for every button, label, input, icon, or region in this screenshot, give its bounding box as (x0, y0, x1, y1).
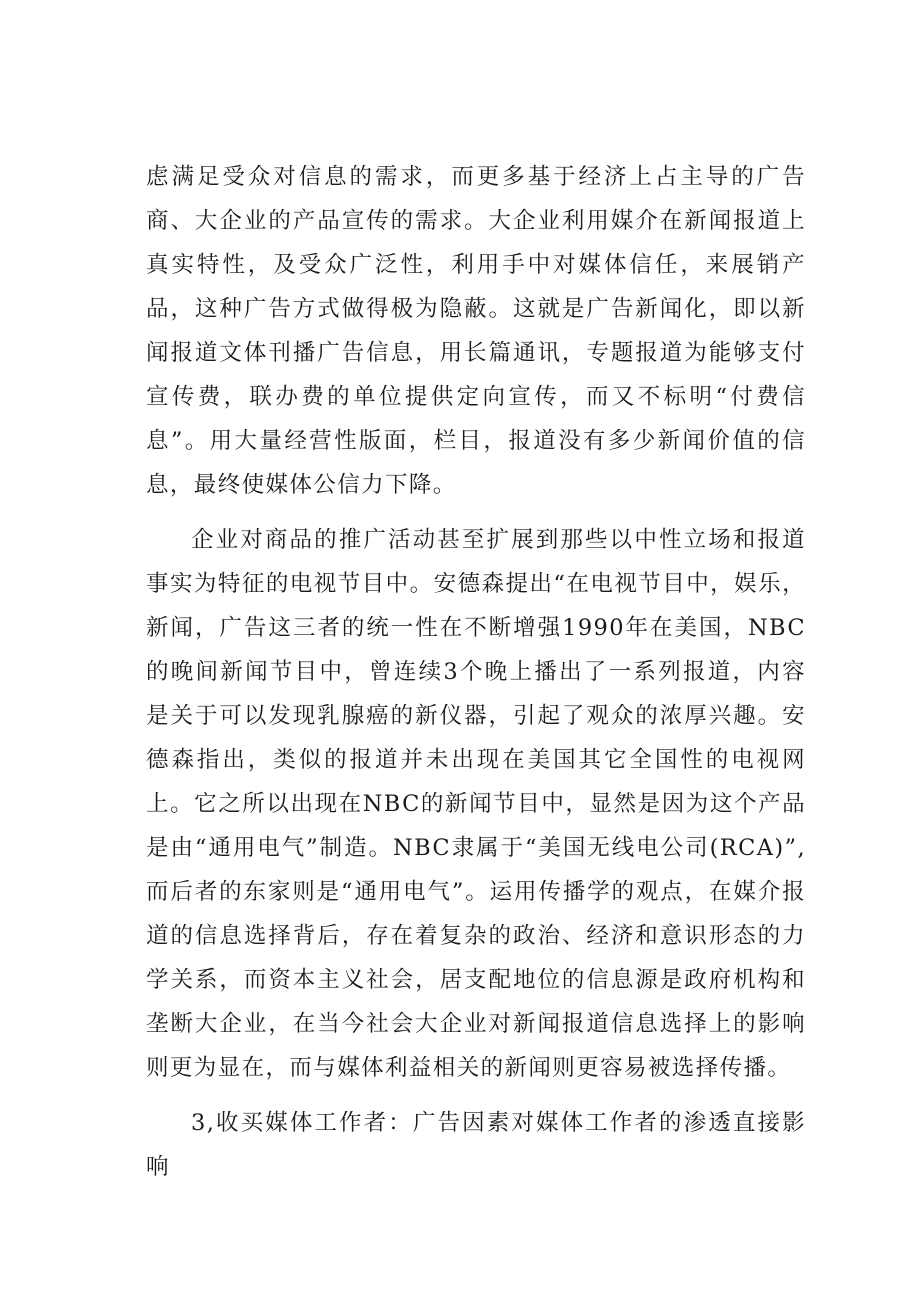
document-body (146, 155, 806, 1189)
paragraph-tv-news: 企业对商品的推广活动甚至扩展到那些以中性立场和报道事实为特征的电视节目中。安德森提出“在电视节目中，娱乐，新闻，广告这三者的统一性在不断增强1990年在美国，NBC的晚间新闻节目中，曾连续3个晚上播出了一系列报道，内容是关于可以发现乳腺癌的新仪器，引起了观众的浓厚兴趣。安德森指出，类似的报道并未出现在美国其它全国性的电视网上。它之所以出现在NBC的新闻节目中，显然是因为这个产品是由“通用电气”制造。NBC隶属于“美国无线电公司(RCA)”,而后者的东家则是“通用电气”。运用传播学的观点，在媒介报道的信息选择背后，存在着复杂的政治、经济和意识形态的力学关系，而资本主义社会，居支配地位的信息源是政府机构和垄断大企业，在当今社会大企业对新闻报道信息选择上的影响则更为显在，而与媒体利益相关的新闻则更容易被选择传播。 (146, 527, 806, 1081)
paragraph-continuation: 虑满足受众对信息的需求，而更多基于经济上占主导的广告商、大企业的产品宣传的需求。大企业利用媒介在新闻报道上真实特性，及受众广泛性，利用手中对媒体信任，来展销产品，这种广告方式做得极为隐蔽。这就是广告新闻化，即以新闻报道文体刊播广告信息，用长篇通讯，专题报道为能够支付宣传费，联办费的单位提供定向宣传，而又不标明“付费信息”。用大量经营性版面，栏目，报道没有多少新闻价值的信息，最终使媒体公信力下降。 (146, 164, 806, 498)
paragraph-section-3: 3,收买媒体工作者：广告因素对媒体工作者的渗透直接影响 (146, 1110, 806, 1180)
